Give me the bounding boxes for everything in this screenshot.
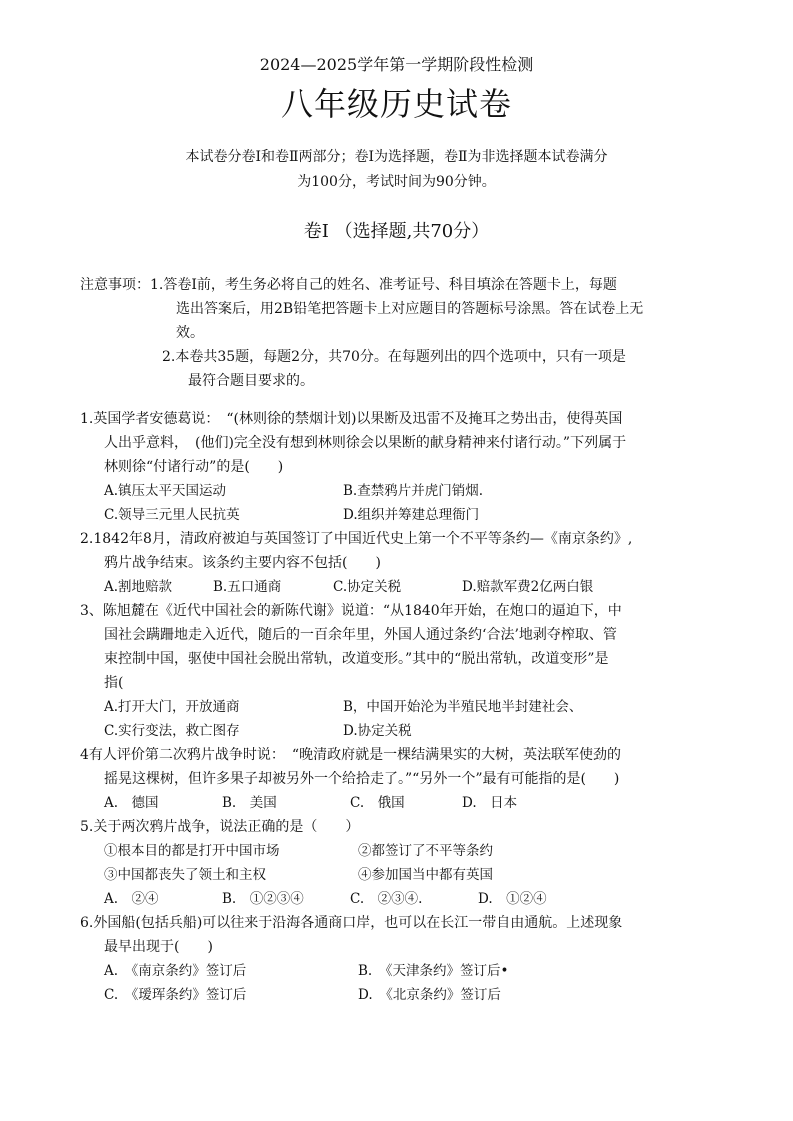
question-2-option-c: C.协定关税: [333, 579, 402, 595]
question-5-item-3: ③中国都丧失了领土和主权: [104, 867, 266, 883]
question-6-option-b: B. 《天津条约》签订后•: [358, 963, 509, 979]
exam-subtitle: 2024—2025学年第一学期阶段性检测: [259, 55, 534, 74]
question-3-option-a: A.打开大门，开放通商: [104, 699, 240, 715]
question-1-stem-3: 林则徐“付诸行动”的是( ): [104, 459, 284, 475]
question-1-stem-2: 人出乎意料， (他们)完全没有想到林则徐会以果断的献身精神来付诸行动。”下列属于: [104, 435, 627, 451]
notice-line-3: 效。: [176, 325, 204, 341]
question-3-option-d: D.协定关税: [343, 723, 412, 739]
notice-line-4: 2.本卷共35题，每题2分，共70分。在每题列出的四个选项中，只有一项是: [162, 349, 626, 365]
question-3-stem-3: 束控制中国，驱使中国社会脱出常轨，改道变形。”其中的“脱出常轨，改道变形”是: [104, 651, 609, 667]
question-6-stem-1: 6.外国船(包括兵船)可以往来于沿海各通商口岸，也可以在长江一带自由通航。上述现象: [80, 915, 623, 931]
question-5-option-d: D. ①②④: [478, 891, 547, 907]
question-6-stem-2: 最早出现于( ): [104, 939, 213, 955]
question-5-item-1: ①根本目的都是打开中国市场: [104, 843, 280, 859]
question-1-option-a: A.镇压太平天国运动: [104, 483, 227, 499]
question-4-option-c: C. 俄国: [350, 795, 405, 811]
notice-line-2: 选出答案后，用2B铅笔把答题卡上对应题目的答题标号涂黑。答在试卷上无: [176, 301, 644, 317]
question-4-stem-2: 摇晃这棵树，但许多果子却被另外一个给拾走了。”“另外一个”最有可能指的是( ): [104, 771, 620, 787]
question-1-option-d: D.组织并筹建总理衙门: [343, 507, 480, 523]
notice-line-5: 最符合题目要求的。: [188, 373, 314, 389]
question-5-stem-1: 5.关于两次鸦片战争，说法正确的是（ ）: [80, 819, 360, 835]
question-4-stem-1: 4有人评价第二次鸦片战争时说： “晚清政府就是一棵结满果实的大树，英法联军使劲的: [80, 747, 622, 763]
question-1-stem-1: 1.英国学者安德葛说： “(林则徐的禁烟计划)以果断及迅雷不及掩耳之势出击，使得英国: [80, 411, 623, 427]
question-4-option-d: D. 日本: [462, 795, 518, 811]
question-5-item-4: ④参加国当中都有英国: [358, 867, 493, 883]
question-1-option-b: B.查禁鸦片并虎门销烟.: [343, 483, 484, 499]
question-5-option-b: B. ①②③④: [222, 891, 304, 907]
question-2-option-a: A.割地赔款: [104, 579, 173, 595]
intro-line-1: 本试卷分卷Ⅰ和卷Ⅱ两部分；卷Ⅰ为选择题，卷Ⅱ为非选择题本试卷满分: [185, 149, 608, 165]
question-4-option-a: A. 德国: [104, 795, 159, 811]
question-3-option-b: B，中国开始沦为半殖民地半封建社会、: [343, 699, 583, 715]
section-title: 卷Ⅰ （选择题,共70分）: [303, 221, 490, 242]
intro-line-2: 为100分，考试时间为90分钟。: [297, 174, 496, 190]
question-5-option-c: C. ②③④.: [350, 891, 423, 907]
question-3-stem-2: 国社会蹒跚地走入近代，随后的一百余年里，外国人通过条约‘合法’地剥夺榨取、管: [104, 627, 617, 643]
question-3-stem-1: 3、陈旭麓在《近代中国社会的新陈代谢》说道：“从1840年开始，在炮口的逼迫下，中: [80, 603, 622, 619]
question-1-option-c: C.领导三元里人民抗英: [104, 507, 240, 523]
question-5-item-2: ②都签订了不平等条约: [358, 843, 493, 859]
question-3-option-c: C.实行变法，救亡图存: [104, 723, 240, 739]
question-2-stem-1: 2.1842年8月，清政府被迫与英国签订了中国近代史上第一个不平等条约—《南京条约》,: [80, 531, 633, 547]
exam-title: 八年级历史试卷: [280, 85, 512, 123]
question-6-option-c: C. 《瑷珲条约》签订后: [104, 987, 247, 1003]
question-6-option-a: A. 《南京条约》签订后: [104, 963, 247, 979]
question-2-option-d: D.赔款军费2亿两白银: [462, 579, 594, 595]
question-5-option-a: A. ②④: [104, 891, 159, 907]
notice-line-1: 注意事项：1.答卷Ⅰ前，考生务必将自己的姓名、准考证号、科目填涂在答题卡上，每题: [80, 277, 617, 293]
question-2-stem-2: 鸦片战争结束。该条约主要内容不包括( ): [104, 555, 381, 571]
question-6-option-d: D. 《北京条约》签订后: [358, 987, 501, 1003]
question-4-option-b: B. 美国: [222, 795, 277, 811]
question-3-stem-4: 指(: [104, 675, 124, 691]
question-2-option-b: B.五口通商: [213, 579, 282, 595]
